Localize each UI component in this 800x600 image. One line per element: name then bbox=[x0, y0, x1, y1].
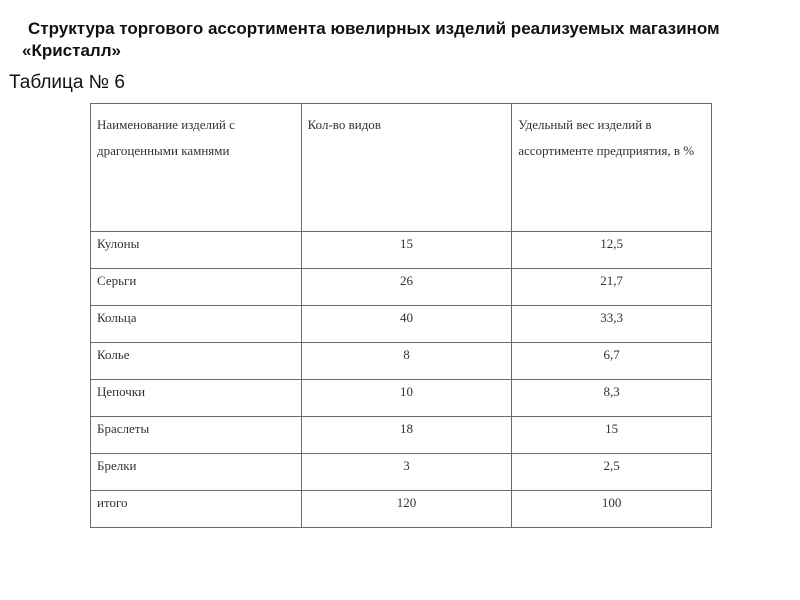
table-row bbox=[91, 306, 712, 343]
cell-item-name: Кулоны bbox=[91, 232, 302, 269]
title-line-2: «Кристалл» bbox=[22, 41, 121, 60]
cell-share-percent: 8,3 bbox=[512, 380, 712, 417]
table-row bbox=[91, 454, 712, 491]
cell-item-name: Браслеты bbox=[91, 417, 302, 454]
table-caption: Таблица № 6 bbox=[9, 72, 126, 93]
cell-share-percent: 15 bbox=[512, 417, 712, 454]
page-title bbox=[22, 18, 762, 62]
table-header-row bbox=[91, 104, 712, 232]
table-row bbox=[91, 380, 712, 417]
cell-item-name: Серьги bbox=[91, 269, 302, 306]
cell-item-name: Брелки bbox=[91, 454, 302, 491]
table-total-row bbox=[91, 491, 712, 528]
table-row bbox=[91, 232, 712, 269]
assortment-table bbox=[90, 103, 712, 528]
cell-share-percent: 21,7 bbox=[512, 269, 712, 306]
cell-item-name: Кольца bbox=[91, 306, 302, 343]
header-kinds-count: Кол-во видов bbox=[301, 104, 512, 232]
cell-share-percent: 2,5 bbox=[512, 454, 712, 491]
cell-share-percent: 100 bbox=[512, 491, 712, 528]
cell-share-percent: 33,3 bbox=[512, 306, 712, 343]
header-share-percent: Удельный вес изделий в ассортименте предприятия, в % bbox=[512, 104, 712, 232]
cell-share-percent: 12,5 bbox=[512, 232, 712, 269]
cell-kinds-count: 26 bbox=[301, 269, 512, 306]
cell-item-name: Колье bbox=[91, 343, 302, 380]
cell-kinds-count: 40 bbox=[301, 306, 512, 343]
cell-item-name: Цепочки bbox=[91, 380, 302, 417]
cell-kinds-count: 18 bbox=[301, 417, 512, 454]
title-line-1: Структура торгового ассортимента ювелирных изделий реализуемых магазином bbox=[28, 19, 720, 38]
table-row bbox=[91, 417, 712, 454]
table-row bbox=[91, 269, 712, 306]
cell-kinds-count: 15 bbox=[301, 232, 512, 269]
cell-share-percent: 6,7 bbox=[512, 343, 712, 380]
header-item-name: Наименование изделий с драгоценными камнями bbox=[91, 104, 302, 232]
cell-kinds-count: 120 bbox=[301, 491, 512, 528]
cell-kinds-count: 3 bbox=[301, 454, 512, 491]
table-row bbox=[91, 343, 712, 380]
cell-item-name: итого bbox=[91, 491, 302, 528]
cell-kinds-count: 8 bbox=[301, 343, 512, 380]
cell-kinds-count: 10 bbox=[301, 380, 512, 417]
